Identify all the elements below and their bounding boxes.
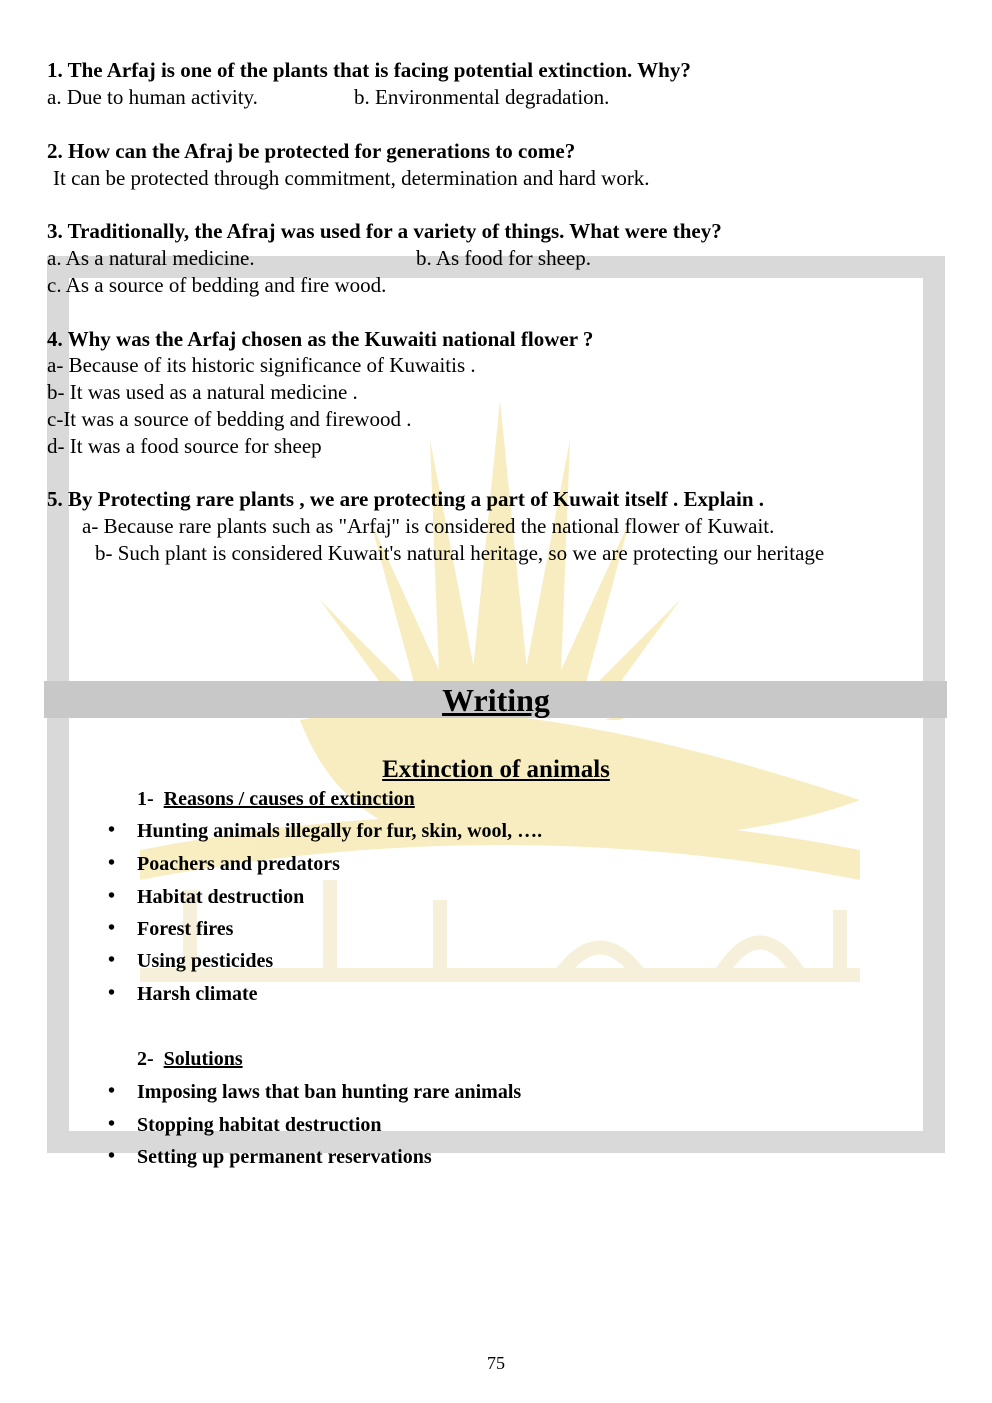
solution-item: Setting up permanent reservations (137, 1146, 432, 1168)
bullet-icon: • (108, 982, 116, 1004)
section-1-title: Reasons / causes of extinction (163, 788, 415, 810)
question-1: 1. The Arfaj is one of the plants that is facing potential extinction. Why? (47, 58, 691, 82)
section-2-title: Solutions (163, 1048, 243, 1070)
question-3-answer-c: c. As a source of bedding and fire wood. (47, 273, 387, 297)
question-2: 2. How can the Afraj be protected for generations to come? (47, 139, 576, 163)
section-2-heading (137, 1046, 243, 1072)
question-4-answer-d: d- It was a food source for sheep (47, 434, 322, 458)
bullet-icon: • (108, 1080, 116, 1102)
cause-item: Harsh climate (137, 983, 258, 1005)
cause-item: Poachers and predators (137, 853, 340, 875)
bullet-icon: • (108, 949, 116, 971)
bullet-icon: • (108, 1113, 116, 1135)
question-4: 4. Why was the Arfaj chosen as the Kuwaiti national flower ? (47, 327, 594, 351)
question-3: 3. Traditionally, the Afraj was used for a variety of things. What were they? (47, 219, 722, 243)
bullet-icon: • (108, 1145, 116, 1167)
solution-item: Imposing laws that ban hunting rare animals (137, 1081, 522, 1103)
section-1-number: 1- (137, 788, 154, 810)
cause-item: Using pesticides (137, 950, 274, 972)
bullet-icon: • (108, 852, 116, 874)
question-1-answer-b: b. Environmental degradation. (354, 85, 610, 109)
page-number: 75 (487, 1353, 505, 1373)
question-3-answer-b: b. As food for sheep. (416, 246, 591, 270)
cause-item: Habitat destruction (137, 886, 305, 908)
question-5-answer-b: b- Such plant is considered Kuwait's natural heritage, so we are protecting our heritage (95, 541, 825, 565)
section-2-number: 2- (137, 1048, 154, 1070)
cause-item: Forest fires (137, 918, 234, 940)
solution-item: Stopping habitat destruction (137, 1114, 382, 1136)
topic-title: Extinction of animals (382, 756, 610, 783)
bullet-icon: • (108, 885, 116, 907)
cause-item: Hunting animals illegally for fur, skin, wool, …. (137, 820, 543, 842)
question-2-answer: It can be protected through commitment, determination and hard work. (53, 166, 650, 190)
bullet-icon: • (108, 819, 116, 841)
section-1-heading (137, 786, 415, 812)
question-4-answer-a: a- Because of its historic significance of Kuwaitis . (47, 353, 476, 377)
question-5: 5. By Protecting rare plants , we are protecting a part of Kuwait itself . Explain . (47, 487, 765, 511)
question-3-answer-a: a. As a natural medicine. (47, 246, 255, 270)
writing-title: Writing (442, 682, 550, 718)
question-5-answer-a: a- Because rare plants such as "Arfaj" is considered the national flower of Kuwait. (82, 514, 775, 538)
question-1-answer-a: a. Due to human activity. (47, 85, 258, 109)
question-4-answer-c: c-It was a source of bedding and firewood . (47, 407, 412, 431)
question-4-answer-b: b- It was used as a natural medicine . (47, 380, 358, 404)
bullet-icon: • (108, 917, 116, 939)
